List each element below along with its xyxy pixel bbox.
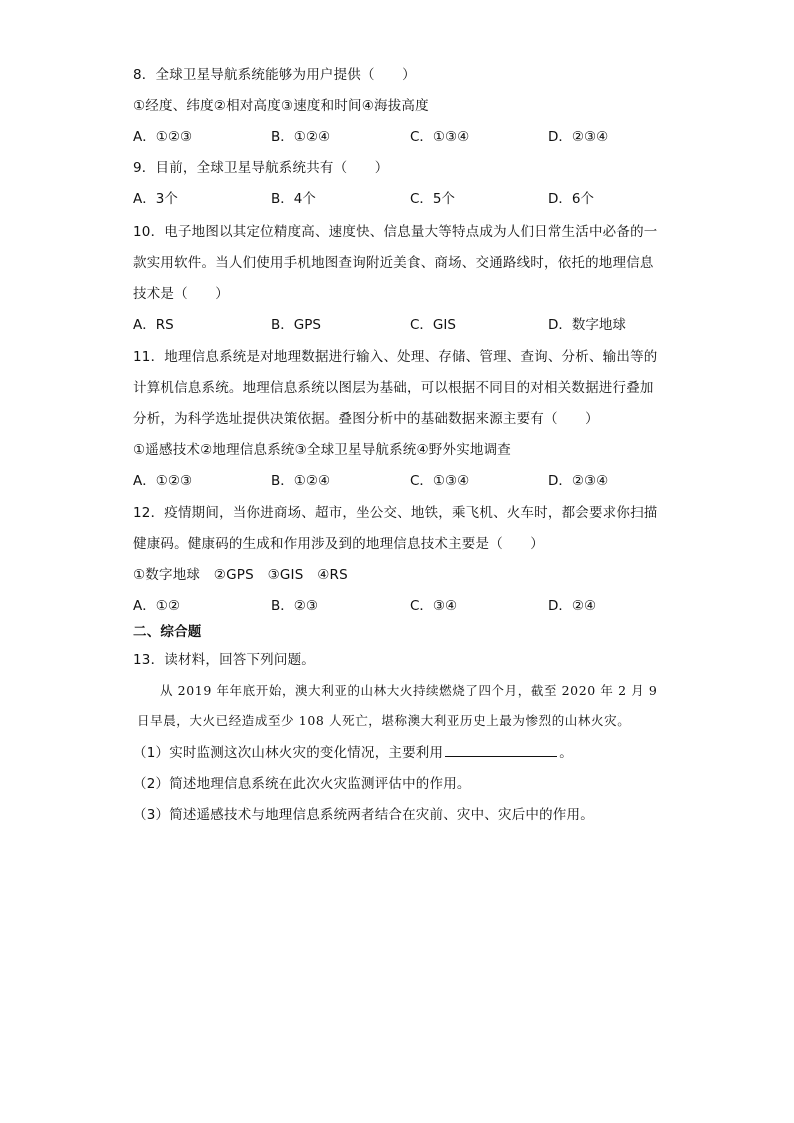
q13-sub1 bbox=[133, 744, 573, 762]
q12-option-b: B．②③ bbox=[271, 598, 318, 614]
q10-option-d: D．数字地球 bbox=[548, 317, 626, 333]
q11-items: ①遥感技术②地理信息系统③全球卫星导航系统④野外实地调查 bbox=[133, 442, 512, 458]
q11-stem-line-2: 计算机信息系统。地理信息系统以图层为基础，可以根据不同目的对相关数据进行叠加 bbox=[133, 380, 654, 396]
q11-option-b: B．①②④ bbox=[271, 473, 331, 489]
q13-sub2: （2）简述地理信息系统在此次火灾监测评估中的作用。 bbox=[133, 776, 471, 792]
q12-option-a: A．①② bbox=[133, 598, 180, 614]
q12-stem-line-2: 健康码。健康码的生成和作用涉及到的地理信息技术主要是（ ） bbox=[133, 536, 544, 552]
q8-stem: 8．全球卫星导航系统能够为用户提供（ ） bbox=[133, 67, 416, 83]
q11-option-d: D．②③④ bbox=[548, 473, 609, 489]
q11-option-a: A．①②③ bbox=[133, 473, 193, 489]
q8-option-c: C．①③④ bbox=[410, 129, 470, 145]
answer-blank[interactable] bbox=[445, 744, 557, 757]
q10-option-b: B．GPS bbox=[271, 317, 321, 333]
q8-items: ①经度、纬度②相对高度③速度和时间④海拔高度 bbox=[133, 98, 429, 114]
q10-stem-line-2: 款实用软件。当人们使用手机地图查询附近美食、商场、交通路线时，依托的地理信息 bbox=[133, 255, 654, 271]
q9-stem: 9．目前，全球卫星导航系统共有（ ） bbox=[133, 160, 389, 176]
q9-option-c: C．5个 bbox=[410, 191, 456, 207]
q13-sub1-text: （1）实时监测这次山林火灾的变化情况，主要利用 bbox=[133, 745, 444, 761]
q13-stem: 13．读材料，回答下列问题。 bbox=[133, 652, 315, 668]
q10-stem-line-1: 10．电子地图以其定位精度高、速度快、信息量大等特点成为人们日常生活中必备的一 bbox=[133, 224, 658, 240]
q9-option-d: D．6个 bbox=[548, 191, 594, 207]
q8-option-d: D．②③④ bbox=[548, 129, 609, 145]
q9-option-b: B．4个 bbox=[271, 191, 316, 207]
q9-option-a: A．3个 bbox=[133, 191, 178, 207]
q11-stem-line-1: 11．地理信息系统是对地理数据进行输入、处理、存储、管理、查询、分析、输出等的 bbox=[133, 349, 658, 365]
q10-stem-line-3: 技术是（ ） bbox=[133, 286, 229, 302]
q13-material-line-2: 日早晨，大火已经造成至少 108 人死亡，堪称澳大利亚历史上最为惨烈的山林火灾。 bbox=[137, 713, 631, 728]
q8-option-a: A．①②③ bbox=[133, 129, 193, 145]
q12-items: ①数字地球 ②GPS ③GIS ④RS bbox=[133, 567, 348, 583]
q13-sub1-end: 。 bbox=[559, 745, 573, 761]
q11-option-c: C．①③④ bbox=[410, 473, 470, 489]
q10-option-c: C．GIS bbox=[410, 317, 456, 333]
q11-stem-line-3: 分析，为科学选址提供决策依据。叠图分析中的基础数据来源主要有（ ） bbox=[133, 411, 599, 427]
section-heading: 二、综合题 bbox=[133, 624, 202, 640]
q12-option-c: C．③④ bbox=[410, 598, 458, 614]
q13-material-line-1: 从 2019 年年底开始，澳大利亚的山林大火持续燃烧了四个月，截至 2020 年 2 月 9 bbox=[160, 683, 658, 698]
q12-option-d: D．②④ bbox=[548, 598, 597, 614]
q8-option-b: B．①②④ bbox=[271, 129, 331, 145]
q10-option-a: A．RS bbox=[133, 317, 174, 333]
q13-sub3: （3）简述遥感技术与地理信息系统两者结合在灾前、灾中、灾后中的作用。 bbox=[133, 807, 594, 823]
q12-stem-line-1: 12．疫情期间，当你进商场、超市，坐公交、地铁，乘飞机、火车时，都会要求你扫描 bbox=[133, 505, 658, 521]
